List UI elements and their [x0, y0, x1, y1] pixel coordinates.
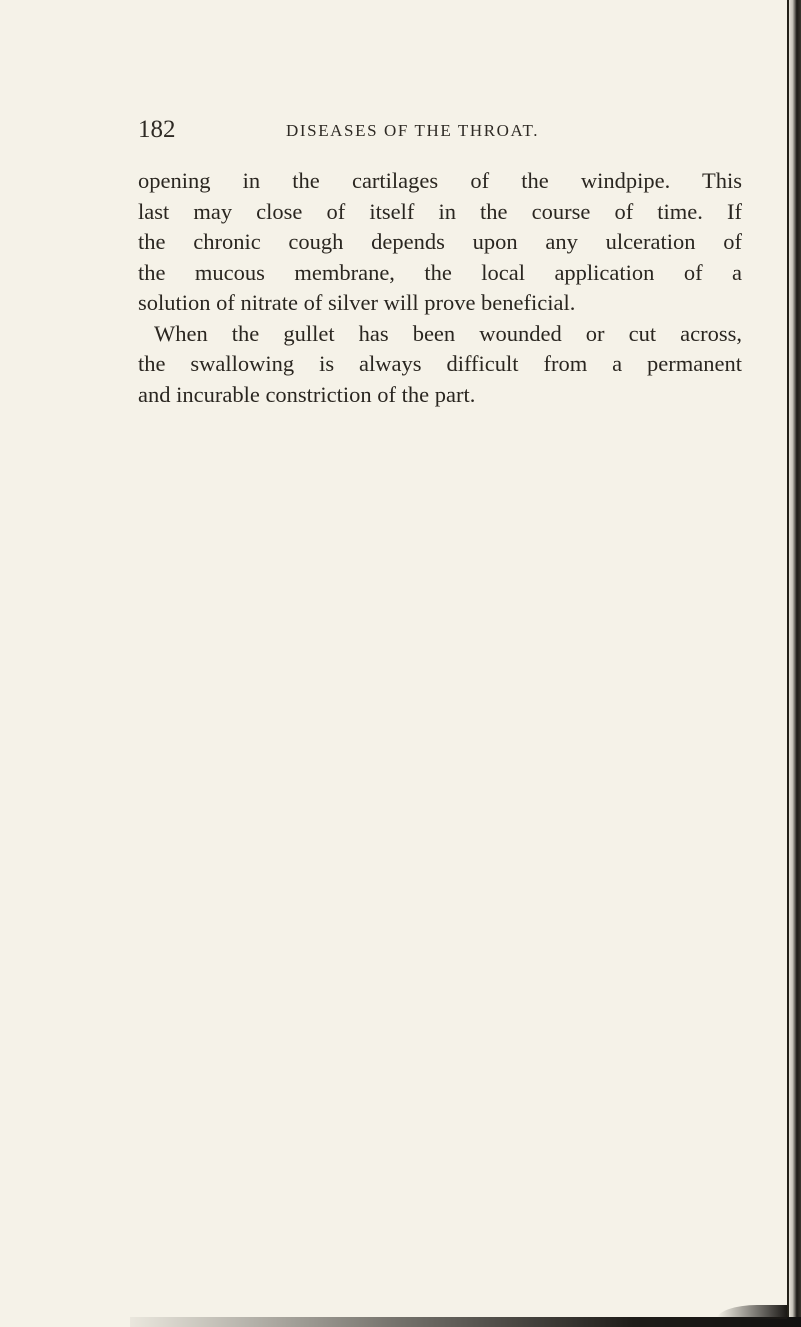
bottom-corner-shadow: [717, 1305, 787, 1319]
text-line: the mucous membrane, the local application of a: [138, 259, 742, 285]
body-text: [138, 166, 742, 410]
running-head: DISEASES OF THE THROAT.: [286, 121, 540, 140]
text-line: the swallowing is always difficult from a permanent: [138, 351, 742, 376]
text-line: and incurable constriction of the part.: [138, 381, 476, 407]
bottom-edge-shadow: [130, 1317, 801, 1327]
page-number: 182: [138, 116, 176, 143]
text-line: opening in the cartilages of the windpipe. This: [138, 168, 742, 193]
text-line: solution of nitrate of silver will prove beneficial.: [138, 290, 576, 315]
text-line: last may close of itself in the course of time. If: [138, 198, 742, 224]
binding-edge-shadow: [787, 0, 801, 1327]
text-line: the chronic cough depends upon any ulceration of: [138, 229, 742, 254]
text-line: When the gullet has been wounded or cut across,: [154, 320, 742, 346]
page-header: [138, 116, 742, 146]
